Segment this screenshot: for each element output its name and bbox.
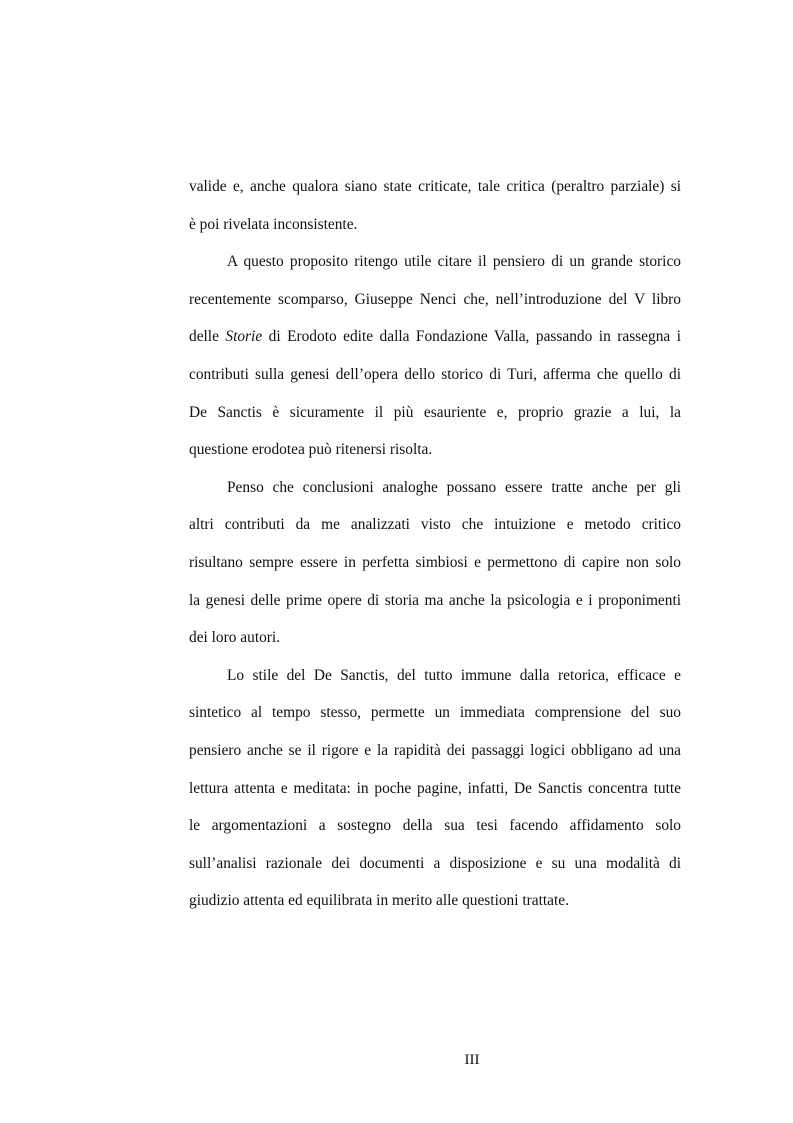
text-line: le argomentazioni a sostegno della sua tesi facendo affidamento solo — [189, 817, 681, 835]
text-line: contributi sulla genesi dell’opera dello storico di Turi, afferma che quello di — [189, 365, 681, 383]
page-number: III — [464, 1052, 480, 1068]
text-line: risultano sempre essere in perfetta simbiosi e permettono di capire non solo — [189, 553, 681, 571]
text-segment: di Erodoto edite dalla Fondazione Valla, passando in rassegna i — [262, 328, 681, 346]
paragraph-2 — [189, 243, 681, 469]
document-body — [189, 168, 681, 920]
text-line: Penso che conclusioni analoghe possano essere tratte anche per gli — [227, 478, 681, 496]
paragraph-3 — [189, 469, 681, 657]
text-line: pensiero anche se il rigore e la rapidità dei passaggi logici obbligano ad una — [189, 741, 681, 759]
book-title-italic: Storie — [225, 328, 263, 346]
text-line: sintetico al tempo stesso, permette un immediata comprensione del suo — [189, 704, 681, 722]
text-line: sull’analisi razionale dei documenti a disposizione e su una modalità di — [189, 854, 681, 872]
text-line: A questo proposito ritengo utile citare il pensiero di un grande storico — [227, 253, 681, 271]
text-line: questione erodotea può ritenersi risolta. — [189, 441, 433, 459]
text-line: la genesi delle prime opere di storia ma anche la psicologia e i proponimenti — [189, 591, 681, 609]
paragraph-1 — [189, 168, 681, 243]
text-line: De Sanctis è sicuramente il più esauriente e, proprio grazie a lui, la — [189, 403, 681, 421]
text-line: lettura attenta e meditata: in poche pagine, infatti, De Sanctis concentra tutte — [189, 779, 681, 797]
text-segment: delle — [189, 328, 226, 346]
text-line: è poi rivelata inconsistente. — [189, 215, 358, 233]
text-line-with-title — [189, 318, 681, 356]
text-line: giudizio attenta ed equilibrata in merito alle questioni trattate. — [189, 892, 569, 910]
text-line: valide e, anche qualora siano state criticate, tale critica (peraltro parziale) si — [189, 178, 681, 195]
text-line: recentemente scomparso, Giuseppe Nenci che, nell’introduzione del V libro — [189, 290, 681, 308]
text-line: Lo stile del De Sanctis, del tutto immune dalla retorica, efficace e — [227, 666, 681, 684]
paragraph-4 — [189, 657, 681, 920]
text-line: altri contributi da me analizzati visto che intuizione e metodo critico — [189, 516, 681, 534]
text-line: dei loro autori. — [189, 629, 281, 647]
